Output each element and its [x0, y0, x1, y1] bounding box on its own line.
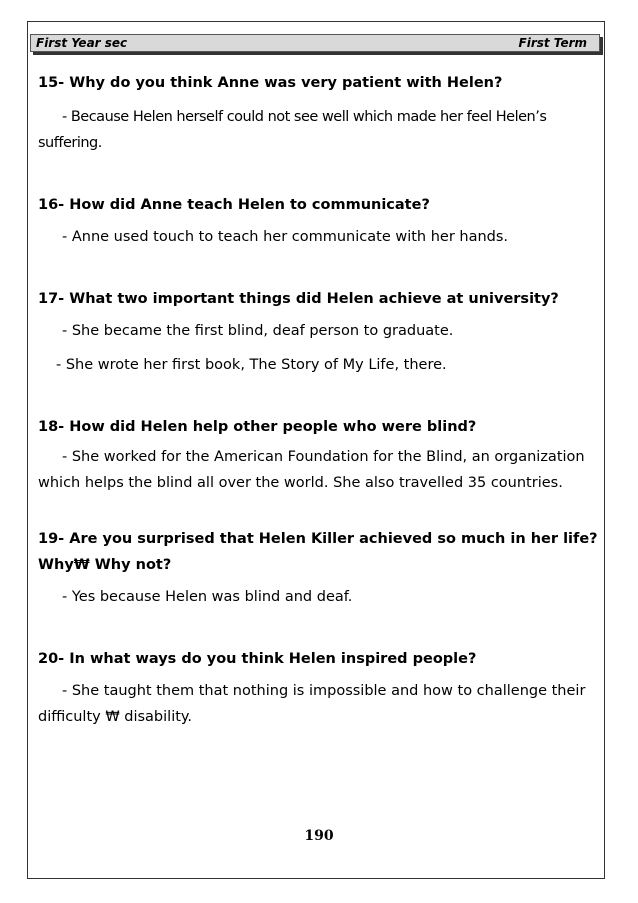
question-19: 19- Are you surprised that Helen Killer achieved so much in her life? Why₩ Why not?	[38, 531, 598, 573]
answer-20: - She taught them that nothing is impossible and how to challenge their difficulty ₩ disability.	[38, 683, 586, 725]
answer-17b: - She wrote her first book, The Story of My Life, there.	[56, 357, 447, 373]
question-block-15	[38, 70, 600, 156]
answer-19: - Yes because Helen was blind and deaf.	[62, 589, 353, 605]
answer-16: - Anne used touch to teach her communicate with her hands.	[62, 229, 509, 245]
header-bar	[30, 34, 600, 52]
question-block-17	[38, 286, 600, 378]
page-number: 190	[304, 828, 334, 844]
question-20: 20- In what ways do you think Helen inspired people?	[38, 651, 477, 667]
header-grade: First Year sec	[36, 36, 128, 50]
question-16: 16- How did Anne teach Helen to communicate?	[38, 197, 430, 213]
question-block-20	[38, 646, 600, 730]
worksheet-content	[38, 70, 600, 730]
answer-15: - Because Helen herself could not see well which made her feel Helen’s suffering.	[38, 109, 547, 151]
answer-18: - She worked for the American Foundation for the Blind, an organization which helps the blind all over the world. She also travelled 35 countries.	[38, 449, 585, 491]
question-block-18	[38, 414, 600, 496]
question-18: 18- How did Helen help other people who were blind?	[38, 419, 477, 435]
question-block-16	[38, 192, 600, 250]
question-17: 17- What two important things did Helen achieve at university?	[38, 291, 559, 307]
question-block-19	[38, 526, 600, 610]
question-15: 15- Why do you think Anne was very patient with Helen?	[38, 75, 503, 91]
header-term: First Term	[518, 36, 587, 50]
answer-17a: - She became the first blind, deaf person to graduate.	[62, 323, 454, 339]
